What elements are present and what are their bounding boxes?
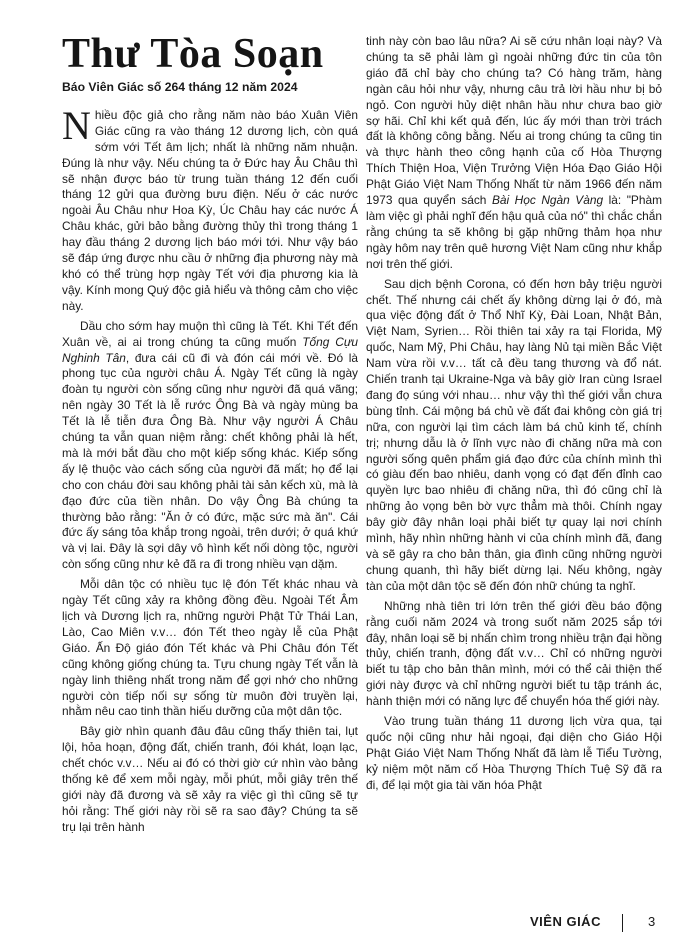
page-number: 3 xyxy=(648,914,656,929)
paragraph-tet-emphasis: Tống Cựu Nghinh Tân xyxy=(62,334,358,365)
paragraph-disasters: Bây giờ nhìn quanh đâu đâu cũng thấy thiên tai, lụt lội, hỏa hoạn, động đất, chiến tranh, đói khát, loạn lạc, chết chóc v.v… Nếu ai đó có thời giờ cứ nhìn vào bảng thống kê để xem mỗi ngày, mỗi phút, mỗi giây trên thế giới này đã đương và sẽ xảy ra việc gì thì cũng sẽ tự hỏi rằng: Thế giới này rồi sẽ ra sao đây? Chúng ta sẽ trụ lại trên hành xyxy=(62,724,358,834)
paragraph-memorial: Vào trung tuần tháng 11 dương lịch vừa qua, tại quốc nội cũng như hải ngoại, đại diện cho Giáo Hội Phật Giáo Việt Nam Thống Nhất đã làm lễ Tiểu Tường, kỷ niệm một năm cố Hòa Thượng Thích Tuệ Sỹ đã ra đi, để lại một gia tài văn hóa Phật xyxy=(366,714,662,792)
magazine-brand: VIÊN GIÁC xyxy=(530,914,601,929)
paragraph-continued-b: là: "Phàm làm việc gì phải nghĩ đến hậu quả của nó" thì chắc chắn rằng chúng ta sẽ không bị gặp những thảm họa như ngày hôm nay trên quê hương Việt Nam cũng như khắp nơi trên thế giới. xyxy=(366,193,662,271)
book-title-emphasis: Bài Học Ngàn Vàng xyxy=(491,193,604,208)
paragraph-tet-a: Dầu cho sớm hay muộn thì cũng là Tết. Khi Tết đến Xuân về, ai ai trong chúng ta cũng muốn xyxy=(62,318,358,349)
paragraph-continued-a: tinh này còn bao lâu nữa? Ai sẽ cứu nhân loại này? Và chúng ta sẽ phải làm gì ngoài những đức tin của tôn giáo đã chỉ bày cho chúng ta? Có hàng trăm, hàng ngàn câu hỏi như vậy, nhưng câu trả lời hầu như bị bỏ ngỏ. Con người hủy diệt nhân hầu như chưa bao giờ sợ hãi. Chỉ khi kết quả đến, lúc ấy mới than trời trách đất là không công bằng. Nếu ai trong chúng ta cũng tin và thực hành theo công hạnh của cố Hòa Thượng Thích Thiện Hoa, Viện Trưởng Viện Hóa Đạo Giáo Hội Phật Giáo Việt Nam Thống Nhất từ năm 1966 đến năm 1973 qua quyển sách xyxy=(366,34,662,208)
page-title: Thư Tòa Soạn xyxy=(62,31,324,77)
issue-subtitle: Báo Viên Giác số 264 tháng 12 năm 2024 xyxy=(62,80,298,94)
left-column xyxy=(62,31,358,840)
paragraph-prophets: Những nhà tiên tri lớn trên thế giới đều báo động rằng cuối năm 2024 và trong suốt năm 2025 sắp tới đây, nhân loại sẽ bị nhấn chìm trong nhiều trận đại hồng thủy, chiến tranh, động đất v.v… Chỉ có những người biết tu tập cho bản thân mình, mới có thể cải thiện thế giới này được và chỉ những người biết tu tập tránh ác, hành thiện mới có năng lực để chuyển hóa thế giới này. xyxy=(366,598,662,709)
paragraph-customs: Mỗi dân tộc có nhiều tục lệ đón Tết khác nhau và ngày Tết cũng xảy ra không đồng đều. Ngoài Tết Âm lịch và Dương lịch ra, những người Phật Tử Thái Lan, Lào, Cao Miên v.v… đón Tết theo ngày lễ của Phật Giáo. Ấn Độ giáo đón Tết khác và Phi Châu đón Tết cũng không giống chúng ta. Tựu chung ngày Tết vẫn là ngày linh thiêng nhất trong năm để gợi nhớ cho những người còn tiếp nối sự sống từ muôn đời truyền lại, nhằm nêu cao tinh thần hiếu dưỡng của một dân tộc. xyxy=(62,577,358,719)
page-footer xyxy=(0,914,700,934)
paragraph-intro xyxy=(62,102,358,315)
paragraph-tet xyxy=(62,319,358,574)
drop-cap: N xyxy=(62,102,91,148)
paragraph-tet-b: , đưa cái cũ đi và đón cái mới về. Đó là phong tục của người châu Á. Ngày Tết cũng là ngày đoàn tụ người còn sống cũng như người đã quá vãng; nên ngày 30 Tết là lễ rước Ông Bà và ngày mùng ba Tết là lễ tiễn đưa Ông Bà. Như vậy người Á Châu chúng ta vẫn quan niệm rằng: chết không phải là hết, mà là mới bắt đầu cho một kiếp sống khác. Kiếp sống ấy lệ thuộc vào cách sống của người đã mất; họ để lại cho con cháu đời sau không phải tài sản kếch xù, mà là đạo đức của tiền nhân. Do vậy Ông Bà chúng ta thường bảo rằng: "Ăn ở có đức, mặc sức mà ăn". Cái đức ấy sáng tỏa khắp trong ngoài, trên dưới; ở quá khứ và vị lai. Đây là sợi dây vô hình kết nối dòng tộc, người còn sống cũng như kẻ đã ra đi trong nhiều vạn dặm. xyxy=(62,350,358,572)
paragraph-intro-text: hiều độc giả cho rằng năm nào báo Xuân Viên Giác cũng ra vào tháng 12 dương lịch, còn quá sớm với Tết âm lịch; nhất là những năm nhuận. Đúng là như vậy. Nếu chúng ta ở Đức hay Âu Châu thì sẽ nhận được báo từ trung tuần tháng 12 đến cuối tháng 12 gửi qua đường bưu điện. Nếu ở các nước ngoài Âu Châu như Hoa Kỳ, Úc Châu hay các nước Á Châu khác, gửi bảo bằng đường thủy thì trong tháng 1 hay đầu tháng 2 dương lịch báo mới tới. Như vậy báo sẽ đáp ứng được nhu cầu ở những địa phương này mà khó có thể trùng hợp ngày Tết với địa phương kia là vậy. Kính mong Quý độc giả hiểu và thông cảm cho việc này. xyxy=(62,107,358,313)
footer-divider xyxy=(622,914,623,932)
paragraph-corona: Sau dịch bệnh Corona, có đến hơn bảy triệu người chết. Thế nhưng cái chết ấy không dừng lại ở đó, mà qua việc động đất ở Thổ Nhĩ Kỳ, Đài Loan, Nhật Bản, Việt Nam, Syrien… Rồi thiên tai xảy ra tại Florida, Mỹ quốc, Nam Mỹ, Phi Châu, hay làng Nủ tại miền Bắc Việt Nam vừa rồi v.v… tất cả đều tang thương và đổ nát. Chiến tranh tại Ukraine-Nga và bây giờ Iran cùng Israel đang đọ súng với nhau… như vậy thì thế giới vẫn chưa bùng tỉnh. Cái mộng bá chủ về đất đai không còn giá trị nữa, con người lại tìm cách làm bá chủ kinh tế, chính trị; nhưng dẫu là ở lĩnh vực nào đi chăng nữa mà con người sống quên phẩm giá đạo đức của chính mình thì có giàu đến bao nhiêu, danh vọng có đạt đến đỉnh cao quyền lực bao nhiêu đi chăng nữa, thì đó cũng chỉ là những ảo vọng bên bờ vực thẳm mà thôi. Chính ngay bây giờ đây nhân loại phải biết tự quay lại nơi chính mình, hãy nhìn những hành vi của chính mình đã, đang và sẽ gây ra cho bản thân, gia đình cũng những người chung quanh, thì hãy biết dừng lại. Nếu không, ngày tàn của một dân tộc sẽ đến đón nhữ chúng ta nghĩ. xyxy=(366,276,662,593)
paragraph-continued xyxy=(366,34,662,273)
right-column xyxy=(366,34,662,798)
